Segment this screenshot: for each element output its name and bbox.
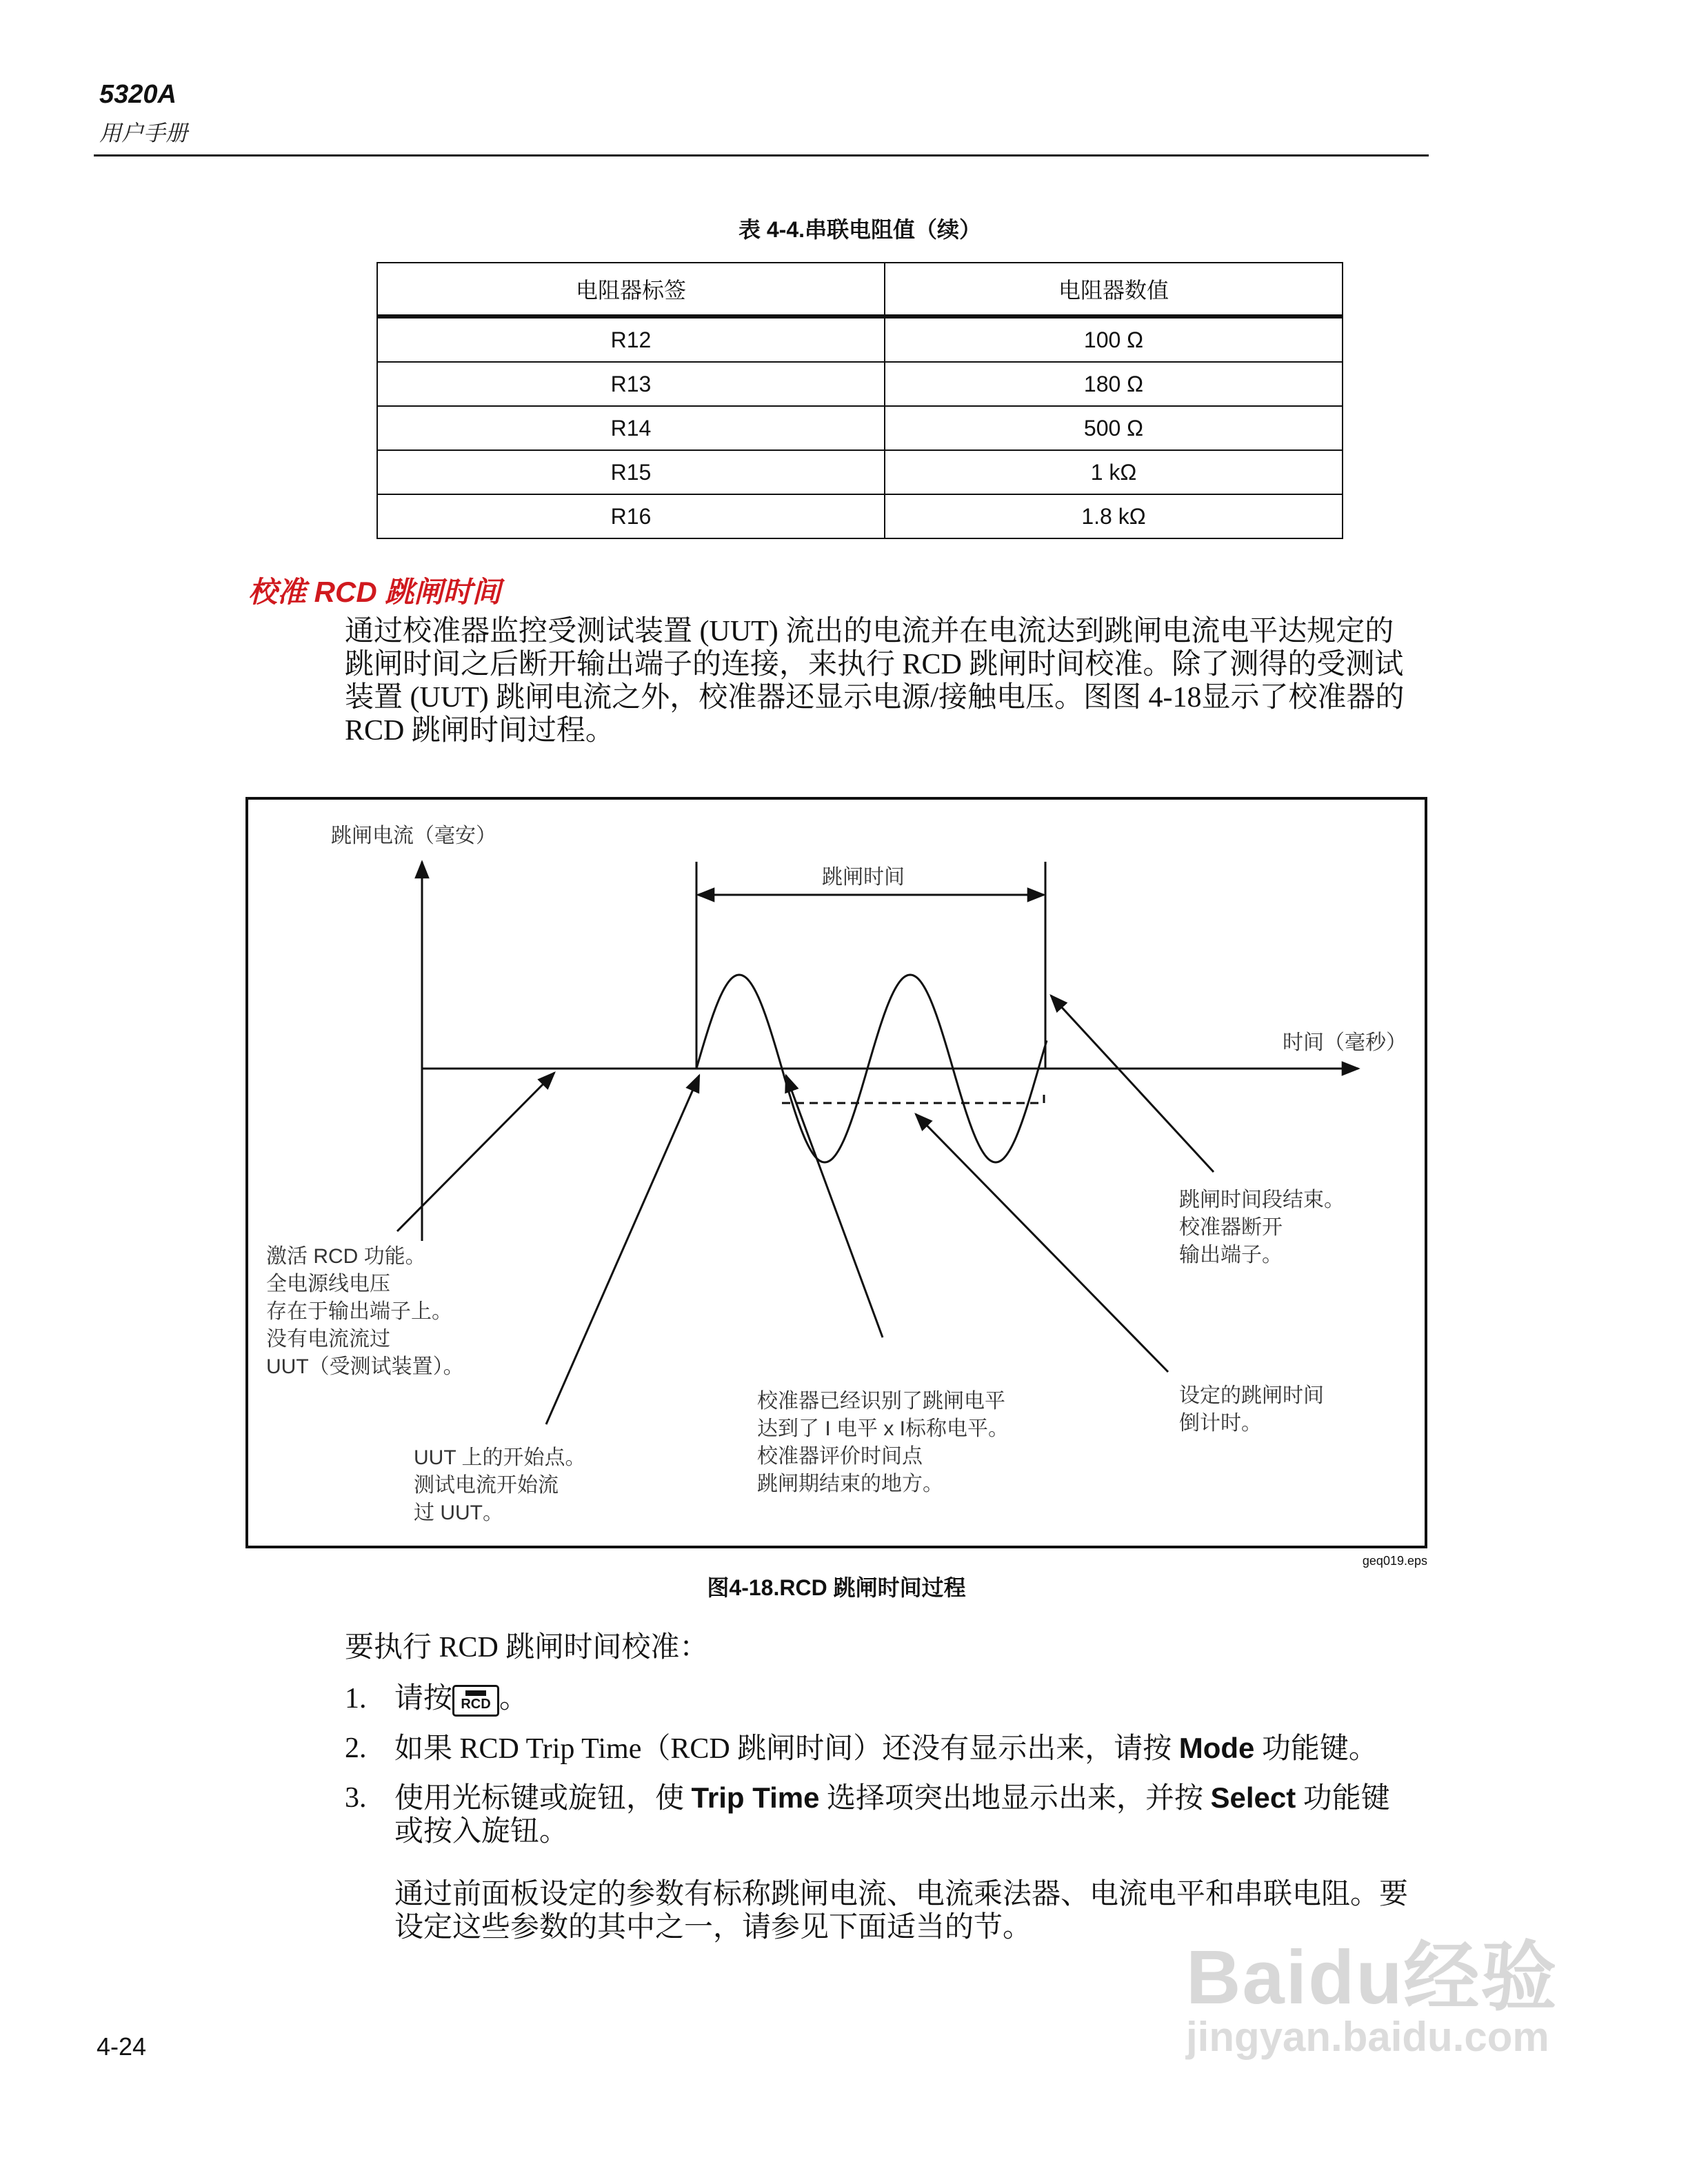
x-axis-label: 时间（毫秒）	[1283, 1031, 1407, 1054]
svg-text:校准器断开: 校准器断开	[1179, 1216, 1283, 1239]
note-countdown	[1179, 1384, 1324, 1435]
step-text: 如果 RCD Trip Time（RCD 跳闸时间）还没有显示出来，请按	[394, 1733, 1179, 1765]
svg-text:UUT（受测试装置）。: UUT（受测试装置）。	[266, 1355, 464, 1378]
manual-model: 5320A	[99, 80, 177, 109]
table-caption: 表 4-4.串联电阻值（续）	[738, 217, 982, 242]
step-number: 1.	[345, 1683, 367, 1715]
column-header: 电阻器标签	[377, 263, 885, 316]
pointer-activate	[397, 1073, 554, 1231]
svg-text:设定的跳闸时间: 设定的跳闸时间	[1179, 1384, 1324, 1407]
steps-intro: 要执行 RCD 跳闸时间校准：	[345, 1632, 709, 1664]
note-start	[414, 1446, 585, 1524]
trip-level-dashed-line	[782, 1095, 1044, 1103]
cell: R12	[377, 316, 885, 362]
svg-text:倒计时。: 倒计时。	[1179, 1412, 1262, 1435]
table-row	[377, 450, 1343, 494]
cell: 100 Ω	[885, 316, 1343, 362]
resistor-table	[376, 262, 1343, 539]
svg-text:输出端子。: 输出端子。	[1179, 1244, 1283, 1266]
step-1	[345, 1682, 1420, 1717]
svg-text:过 UUT。: 过 UUT。	[414, 1502, 503, 1524]
svg-text:校准器评价时间点: 校准器评价时间点	[757, 1445, 923, 1468]
svg-text:没有电流流过: 没有电流流过	[266, 1328, 390, 1351]
step-text: 选择项突出地显示出来，并按	[819, 1783, 1211, 1814]
section-heading: 校准 RCD 跳闸时间	[248, 576, 501, 608]
step-number: 2.	[345, 1732, 367, 1764]
note-activate	[266, 1245, 464, 1378]
table-row	[377, 362, 1343, 406]
baidu-watermark: Baidu经验	[1186, 1935, 1558, 2020]
cell: 1.8 kΩ	[885, 494, 1343, 538]
figure-filename: geq019.eps	[1362, 1554, 1427, 1568]
step-number: 3.	[345, 1782, 367, 1814]
pointer-recognized	[786, 1075, 883, 1337]
rcd-key-icon: RCD	[452, 1685, 499, 1717]
column-header: 电阻器数值	[885, 263, 1343, 316]
header-divider	[94, 154, 1429, 156]
step-text: 请按	[394, 1683, 453, 1715]
cell: R16	[377, 494, 885, 538]
svg-text:全电源线电压: 全电源线电压	[266, 1273, 390, 1295]
svg-text:跳闸期结束的地方。: 跳闸期结束的地方。	[757, 1473, 943, 1495]
select-key-label: Select	[1210, 1781, 1296, 1814]
parameters-note: 通过前面板设定的参数有标称跳闸电流、电流乘法器、电流电平和串联电阻。要设定这些参数的其中之一，请参见下面适当的节。	[394, 1879, 1409, 1943]
svg-text:存在于输出端子上。: 存在于输出端子上。	[266, 1300, 452, 1323]
note-end	[1179, 1189, 1345, 1266]
cell: R15	[377, 450, 885, 494]
step-3	[345, 1781, 1420, 1848]
step-text: 。	[499, 1683, 529, 1715]
cell: 180 Ω	[885, 362, 1343, 406]
baidu-watermark-url: jingyan.baidu.com	[1186, 2014, 1549, 2060]
step-text: 功能键或按入旋钮。	[394, 1783, 1390, 1848]
intro-paragraph: 通过校准器监控受测试装置 (UUT) 流出的电流并在电流达到跳闸电流电平达规定的跳闸时间之后断开输出端子的连接，来执行 RCD 跳闸时间校准。除了测得的受测试装置 (UUT) 跳闸电流之外，校准器还显示电源/接触电压。图图 4-18显示了校准器的 RCD 跳闸时间过程。	[345, 616, 1405, 747]
table-row	[377, 406, 1343, 450]
svg-text:跳闸时间段结束。: 跳闸时间段结束。	[1179, 1189, 1345, 1211]
trip-time-diagram	[245, 797, 1427, 1548]
table-header-row	[377, 263, 1343, 316]
svg-text:测试电流开始流: 测试电流开始流	[414, 1474, 559, 1497]
pointer-start	[546, 1075, 699, 1424]
y-axis-label: 跳闸电流（毫安）	[331, 825, 496, 847]
svg-text:校准器已经识别了跳闸电平: 校准器已经识别了跳闸电平	[757, 1390, 1005, 1413]
table-row	[377, 494, 1343, 538]
cell: R14	[377, 406, 885, 450]
table-row	[377, 316, 1343, 362]
page-number: 4-24	[97, 2032, 147, 2061]
cell: 1 kΩ	[885, 450, 1343, 494]
cell: 500 Ω	[885, 406, 1343, 450]
figure-caption: 图4-18.RCD 跳闸时间过程	[707, 1575, 966, 1600]
mode-key-label: Mode	[1178, 1732, 1255, 1764]
note-recognized	[757, 1390, 1009, 1495]
svg-text:UUT 上的开始点。: UUT 上的开始点。	[414, 1446, 586, 1469]
step-text: 使用光标键或旋钮，使	[394, 1783, 692, 1814]
pointer-end	[1051, 995, 1214, 1172]
step-2	[345, 1732, 1420, 1766]
svg-text:激活 RCD 功能。: 激活 RCD 功能。	[266, 1245, 426, 1268]
trip-time-label: 跳闸时间	[822, 866, 905, 889]
cell: R13	[377, 362, 885, 406]
svg-text:达到了 I 电平 x I标称电平。: 达到了 I 电平 x I标称电平。	[757, 1417, 1009, 1440]
pointer-countdown	[916, 1114, 1168, 1372]
trip-time-option-label: Trip Time	[691, 1781, 820, 1814]
step-text: 功能键。	[1254, 1733, 1378, 1765]
manual-subtitle: 用户手册	[99, 121, 188, 145]
